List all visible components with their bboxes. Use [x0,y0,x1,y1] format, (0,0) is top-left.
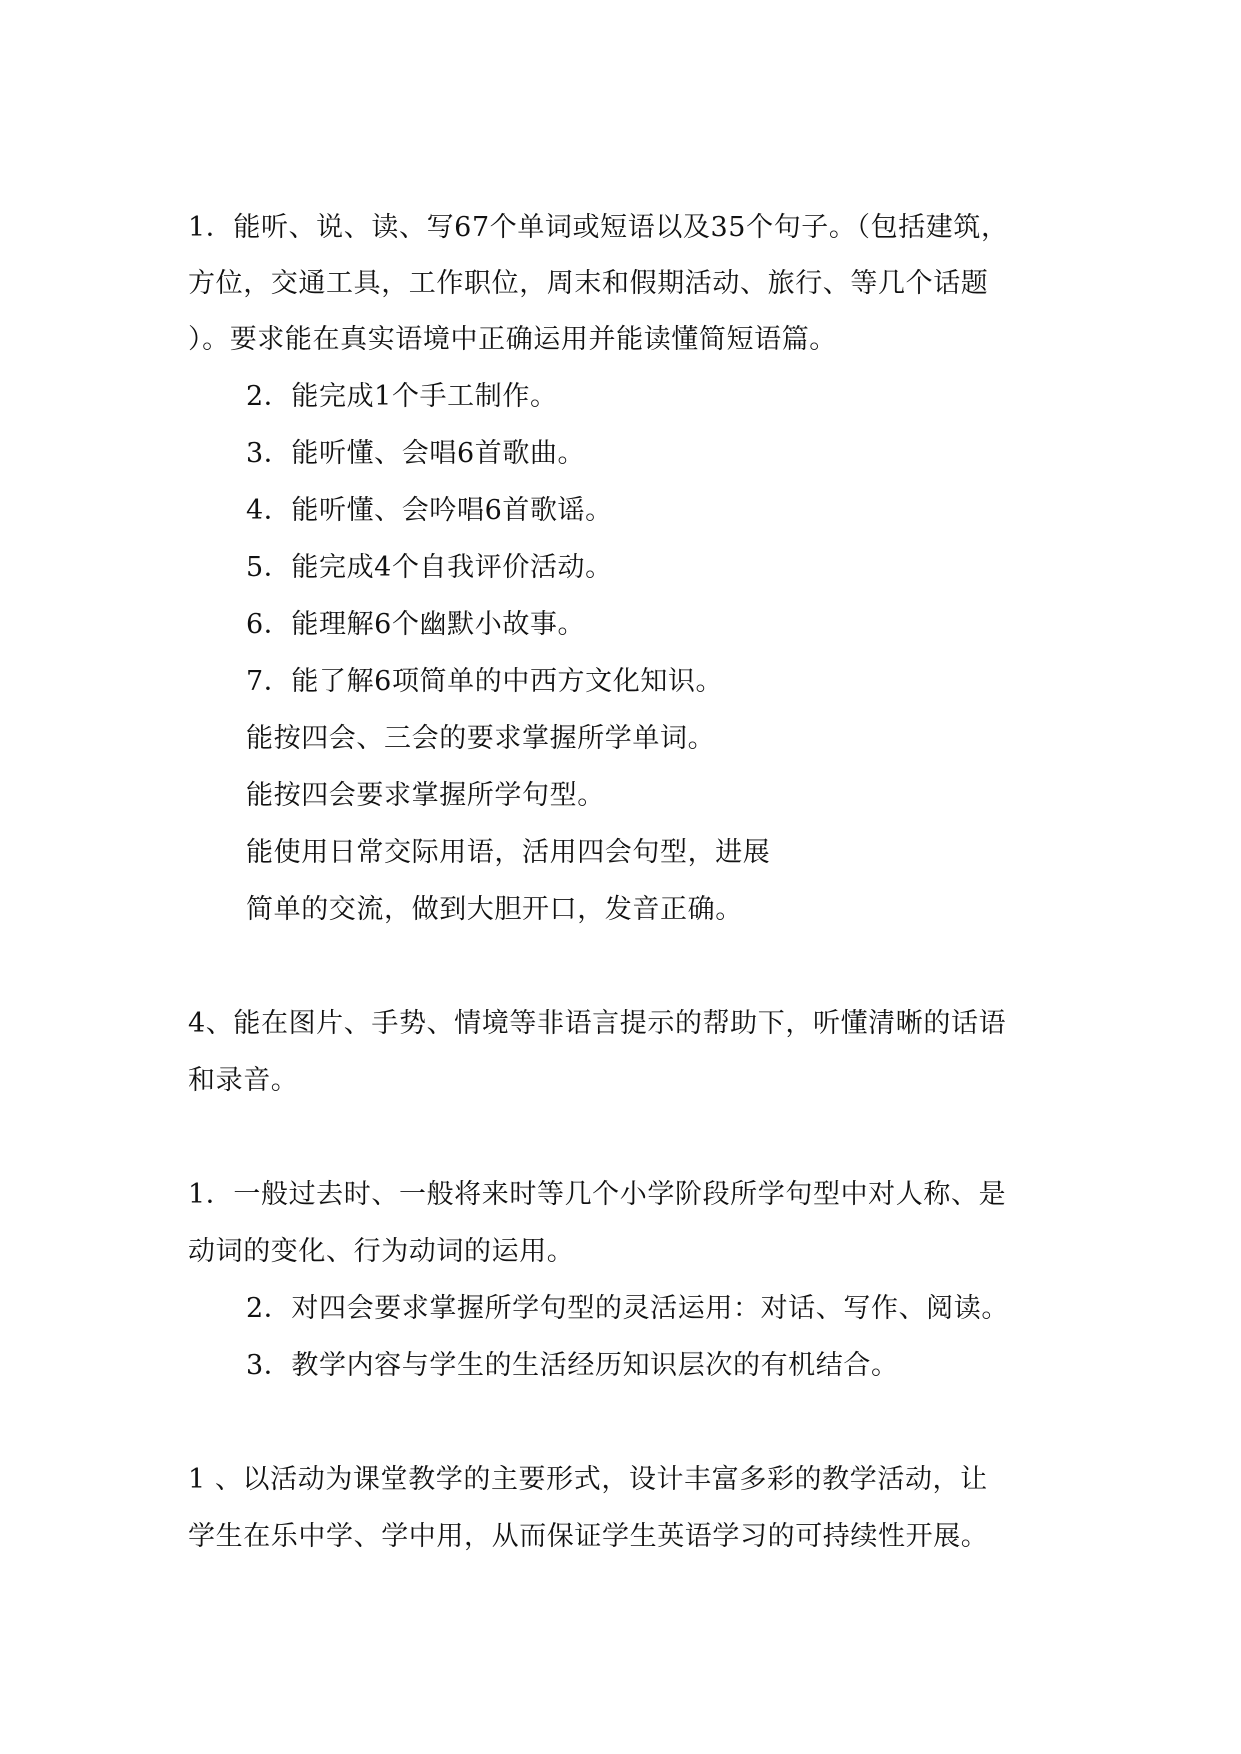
objective-1-line-1: 1．能听、说、读、写67个单词或短语以及35个句子。（包括建筑， [188,212,1009,243]
key-point-1-line-2: 动词的变化、行为动词的运用。 [188,1236,575,1267]
objective-7: 7．能了解6项简单的中西方文化知识。 [246,666,724,697]
teaching-method-line-1: 1 、以活动为课堂教学的主要形式，设计丰富多彩的教学活动，让 [188,1464,988,1495]
communication-requirement-line-1: 能使用日常交际用语，活用四会句型，进展 [246,837,771,868]
communication-requirement-line-2: 简单的交流，做到大胆开口，发音正确。 [246,894,743,925]
listening-goal-line-1: 4、能在图片、手势、情境等非语言提示的帮助下，听懂清晰的话语 [188,1008,1007,1039]
listening-goal-line-2: 和录音。 [188,1065,299,1096]
key-point-1-line-1: 1．一般过去时、一般将来时等几个小学阶段所学句型中对人称、是 [188,1179,1007,1210]
sentence-requirement: 能按四会要求掌握所学句型。 [246,780,605,811]
teaching-method-line-2: 学生在乐中学、学中用，从而保证学生英语学习的可持续性开展。 [188,1521,989,1552]
objective-6: 6．能理解6个幽默小故事。 [246,609,586,640]
objective-2: 2．能完成1个手工制作。 [246,381,558,412]
objective-5: 5．能完成4个自我评价活动。 [246,552,613,583]
vocab-requirement: 能按四会、三会的要求掌握所学单词。 [246,723,716,754]
objective-3: 3．能听懂、会唱6首歌曲。 [246,438,586,469]
objective-1-line-2: 方位，交通工具，工作职位，周末和假期活动、旅行、等几个话题 [188,268,989,299]
key-point-3: 3．教学内容与学生的生活经历知识层次的有机结合。 [246,1350,899,1381]
objective-1-line-3: ）。要求能在真实语境中正确运用并能读懂简短语篇。 [188,324,837,355]
objective-4: 4．能听懂、会吟唱6首歌谣。 [246,495,613,526]
key-point-2: 2．对四会要求掌握所学句型的灵活运用：对话、写作、阅读。 [246,1293,1009,1324]
